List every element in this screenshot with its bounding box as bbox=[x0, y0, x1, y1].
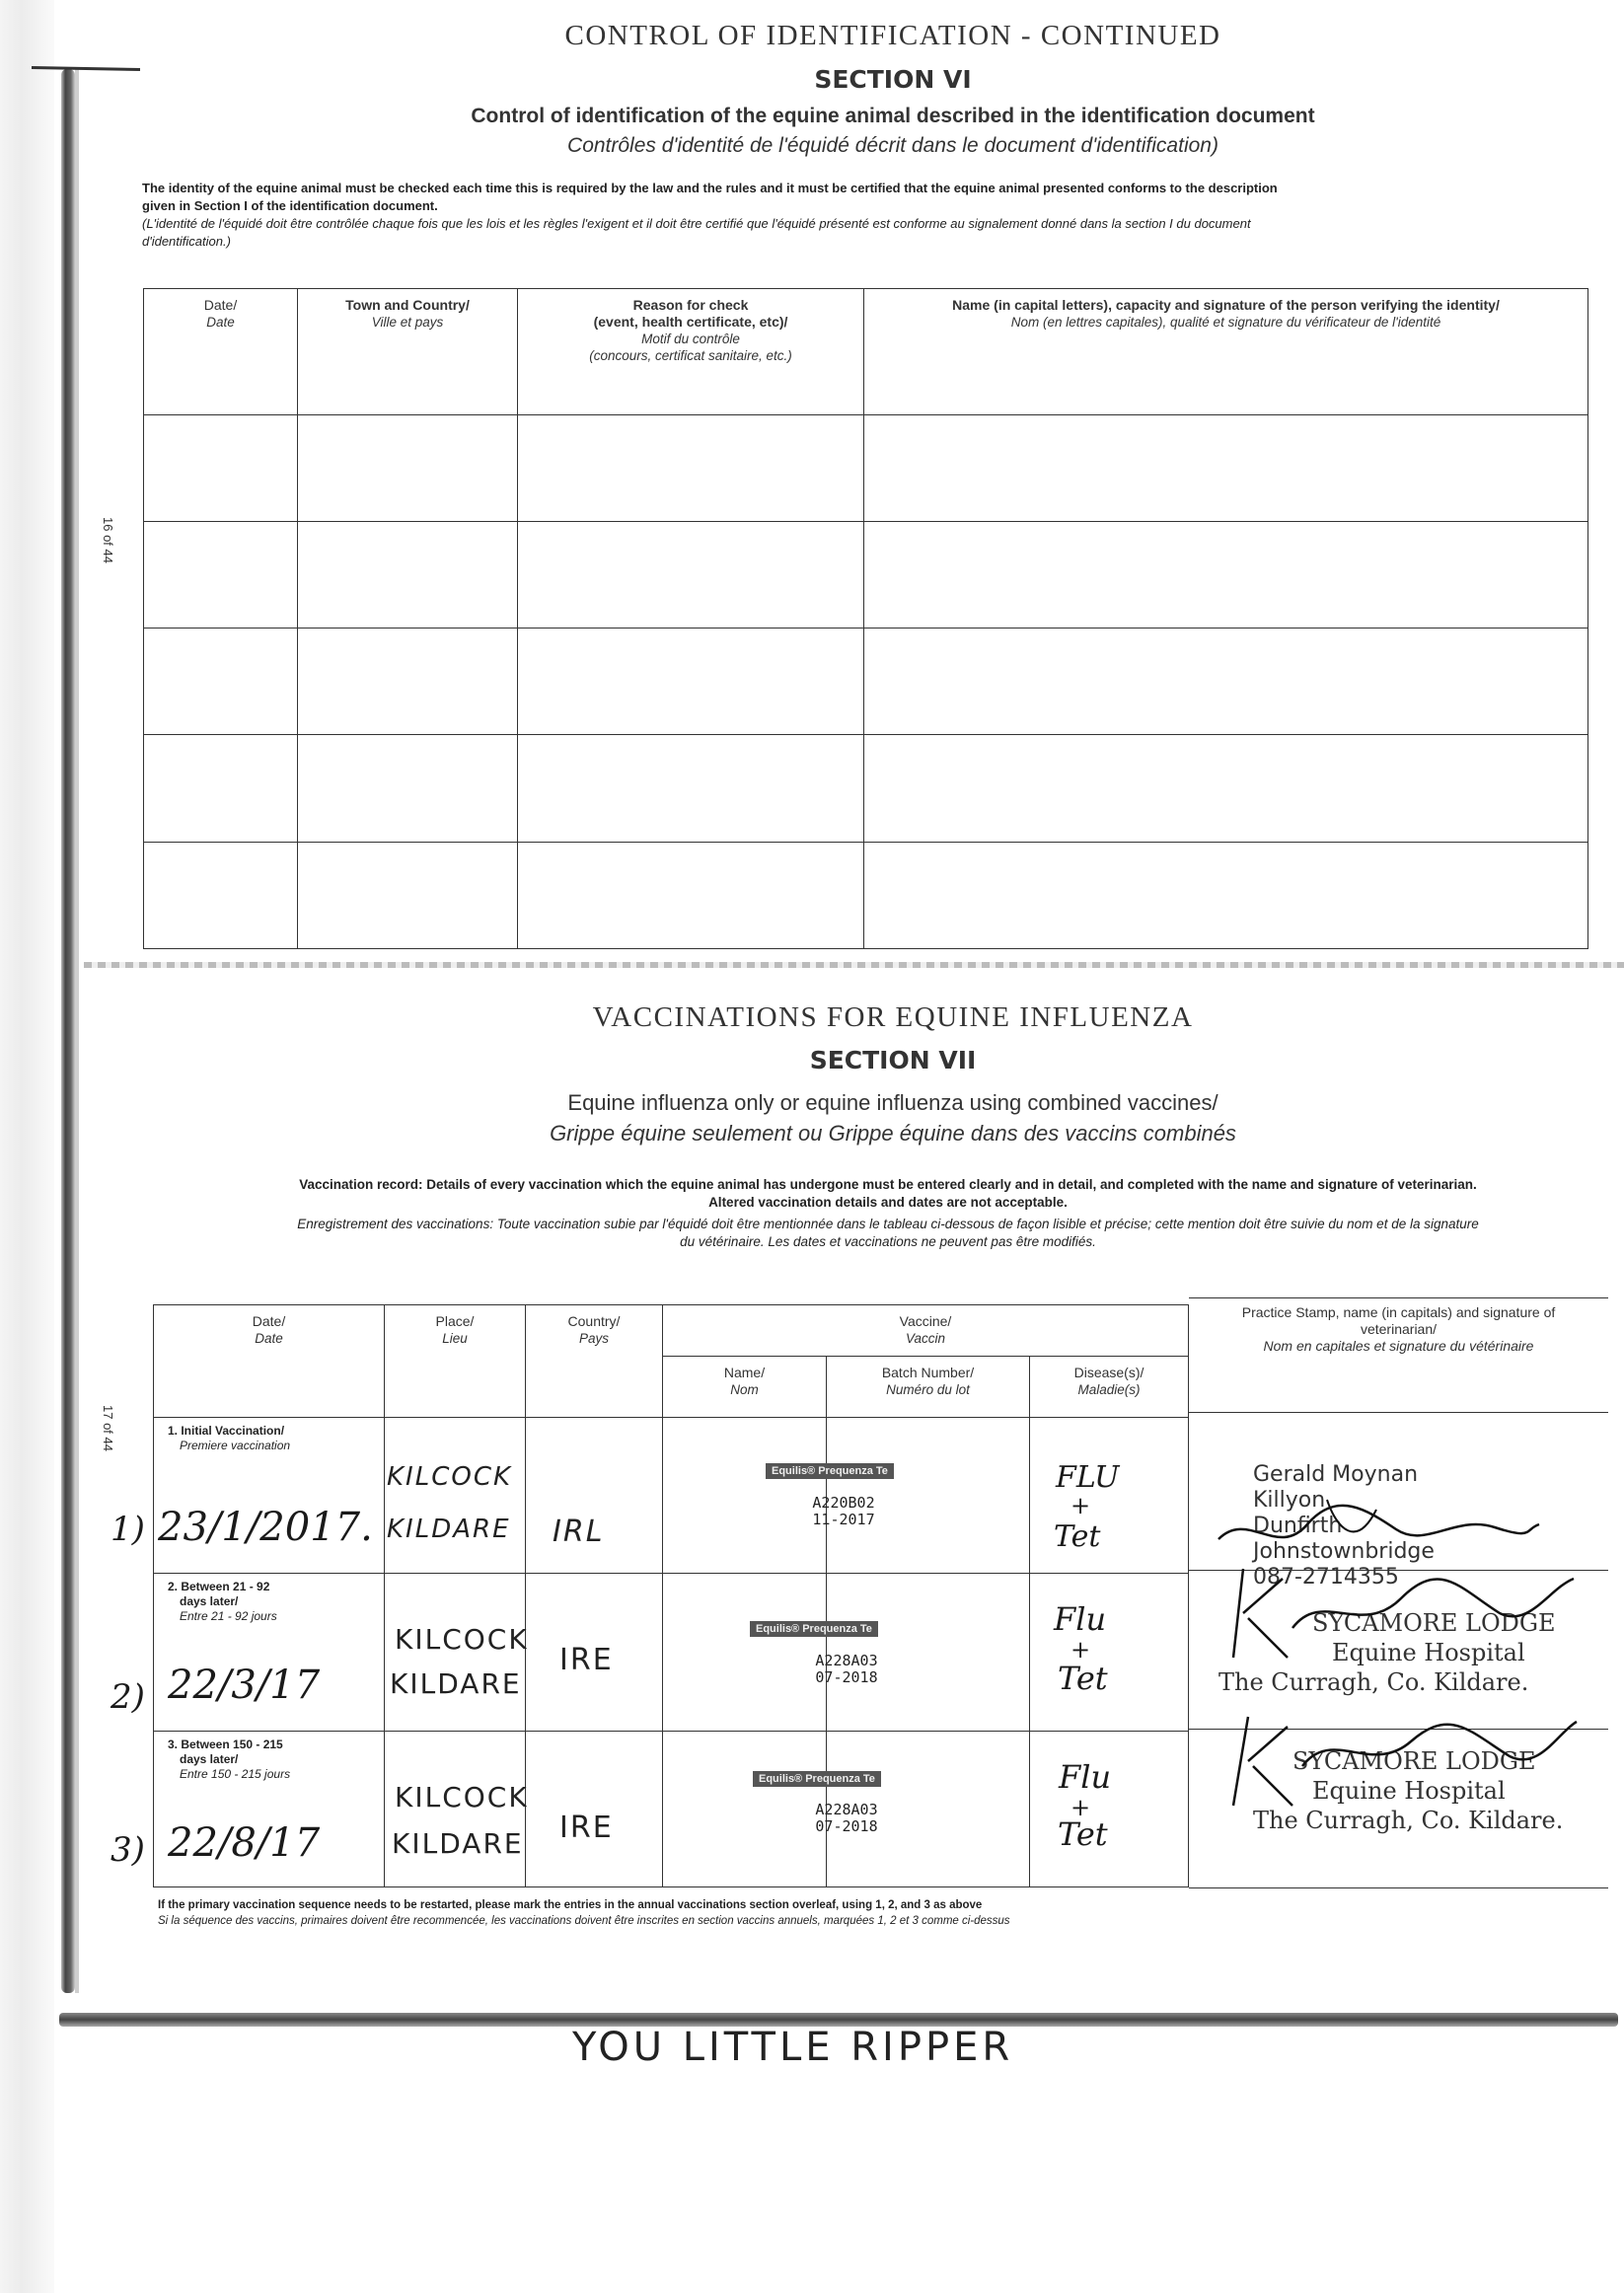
row2-place-1: KILCOCK bbox=[395, 1623, 529, 1656]
section7-record-fr-1: Enregistrement des vaccinations: Toute vaccination subie par l'équidé doit être mentionnée dans le tableau ci-dessous de façon lisible et précise; cette mention doit être suivie du nom et de la signature bbox=[297, 1217, 1479, 1231]
col-date: Date/ Date bbox=[144, 289, 298, 415]
section6-note-fr-1: (L'identité de l'équidé doit être contrôlée chaque fois que les lois et les règles l'exigent et il doit être certifié que l'équidé présenté est conforme au signalement donné dans la section I du document bbox=[142, 216, 1251, 231]
page-fold bbox=[84, 962, 1624, 968]
section6-note-en-2: given in Section I of the identification document. bbox=[142, 198, 438, 213]
practice-stamp-column: Practice Stamp, name (in capitals) and signature of veterinarian/ Nom en capitales et signature du vétérinaire bbox=[1189, 1297, 1608, 1888]
row2-mark: 2) bbox=[111, 1677, 145, 1717]
section7-title-en: Equine influenza only or equine influenza using combined vaccines/ bbox=[567, 1090, 1218, 1115]
row3-batch: A228A03 07-2018 bbox=[815, 1801, 878, 1835]
page-number-lower: 17 of 44 bbox=[101, 1405, 115, 1451]
stamp-header-en: Practice Stamp, name (in capitals) and signature of bbox=[1241, 1304, 1556, 1320]
section6-title-en: Control of identification of the equine animal described in the identification document bbox=[471, 105, 1315, 127]
table-header-row bbox=[144, 289, 1588, 415]
vet-signature-row3 bbox=[1204, 1707, 1579, 1815]
col-name-signature: Name (in capital letters), capacity and signature of the person verifying the identity/ Nom (en lettres capitales), qualité et signature du vérificateur de l'identité bbox=[864, 289, 1588, 415]
table-row bbox=[144, 842, 1588, 948]
table-row: 2. Between 21 - 92 days later/ Entre 21 - 92 jours bbox=[154, 1574, 1189, 1732]
table-row bbox=[144, 414, 1588, 521]
table-row bbox=[144, 629, 1588, 735]
section6-label: SECTION VI bbox=[814, 65, 972, 94]
table-row bbox=[144, 521, 1588, 628]
vac-col-vaccine: Vaccine/ Vaccin bbox=[663, 1305, 1189, 1357]
row1-country: IRL bbox=[553, 1515, 605, 1549]
col-town-country: Town and Country/ Ville et pays bbox=[298, 289, 518, 415]
row3-disease-3: Tet bbox=[1058, 1815, 1108, 1853]
vet-signature-row1 bbox=[1209, 1470, 1544, 1569]
table-row bbox=[144, 735, 1588, 842]
vac-col-disease: Disease(s)/ Maladie(s) bbox=[1030, 1357, 1189, 1418]
row2-disease-1: Flu bbox=[1054, 1600, 1107, 1638]
vac-col-date: Date/ Date bbox=[154, 1305, 385, 1418]
vac-col-batch: Batch Number/ Numéro du lot bbox=[827, 1357, 1030, 1418]
col-reason: Reason for check (event, health certificate, etc)/ Motif du contrôle (concours, certificat sanitaire, etc.) bbox=[518, 289, 864, 415]
section7-record-en-1: Vaccination record: Details of every vaccination which the equine animal has undergone must be entered clearly and in detail, and completed with the name and signature of veterinarian. bbox=[299, 1177, 1477, 1192]
row3-country: IRE bbox=[559, 1811, 614, 1845]
row3-disease-2: + bbox=[1070, 1794, 1091, 1821]
scan-margin bbox=[0, 0, 54, 2293]
vac-col-name: Name/ Nom bbox=[663, 1357, 827, 1418]
row3-vaccine-label: Equilis® Prequenza Te bbox=[753, 1771, 881, 1787]
row2-disease-2: + bbox=[1070, 1636, 1091, 1664]
row1-place-2: KILDARE bbox=[387, 1515, 511, 1544]
row2-vaccine-label: Equilis® Prequenza Te bbox=[750, 1621, 878, 1637]
binder-spine bbox=[61, 69, 75, 1993]
section6-note-fr-2: d'identification.) bbox=[142, 234, 231, 249]
vet-signature-row2 bbox=[1204, 1559, 1579, 1667]
vac-col-place: Place/ Lieu bbox=[385, 1305, 526, 1418]
row1-disease-2: + bbox=[1070, 1492, 1091, 1519]
section7-title-fr: Grippe équine seulement ou Grippe équine dans des vaccins combinés bbox=[550, 1121, 1236, 1146]
section7-record-fr-2: du vétérinaire. Les dates et vaccinations ne peuvent pas être modifiés. bbox=[680, 1234, 1096, 1249]
section7-footer-fr: Si la séquence des vaccins, primaires doivent être recommencée, les vaccinations doivent être inscrites en section vaccins annuels, marquées 1, 2 et 3 comme ci-dessus bbox=[158, 1915, 1010, 1927]
row3-mark: 3) bbox=[111, 1830, 145, 1870]
section7-record-en-2: Altered vaccination details and dates are not acceptable. bbox=[708, 1195, 1068, 1210]
row1-vaccine-label: Equilis® Prequenza Te bbox=[766, 1463, 894, 1479]
row2-batch: A228A03 07-2018 bbox=[815, 1652, 878, 1686]
section6-title-fr: Contrôles d'identité de l'équidé décrit dans le document d'identification) bbox=[567, 134, 1218, 157]
vaccination-table bbox=[153, 1304, 1189, 1887]
vet-stamp-row2: SYCAMORE LODGE Equine Hospital The Curragh, Co. Kildare. bbox=[1218, 1609, 1556, 1696]
table-row: 1. Initial Vaccination/ Premiere vaccination bbox=[154, 1418, 1189, 1574]
row1-date: 23/1/2017. bbox=[158, 1505, 373, 1550]
row3-place-2: KILDARE bbox=[392, 1827, 524, 1860]
vet-stamp-row1: Gerald Moynan Killyon Dunfirth Johnstownbridge 087-2714355 bbox=[1253, 1462, 1435, 1590]
row3-disease-1: Flu bbox=[1059, 1758, 1112, 1796]
section7-banner: VACCINATIONS FOR EQUINE INFLUENZA bbox=[592, 1001, 1194, 1033]
row2-date: 22/3/17 bbox=[168, 1663, 321, 1708]
handwritten-note: YOU LITTLE RIPPER bbox=[572, 2025, 1014, 2070]
row1-mark: 1) bbox=[111, 1510, 145, 1549]
section7-label: SECTION VII bbox=[809, 1046, 977, 1074]
row2-place-2: KILDARE bbox=[390, 1667, 522, 1700]
section6-note-en-1: The identity of the equine animal must be checked each time this is required by the law and the rules and it must be certified that the equine animal presented conforms to the description bbox=[142, 181, 1278, 195]
row2-disease-3: Tet bbox=[1058, 1660, 1108, 1697]
row3-place-1: KILCOCK bbox=[395, 1781, 529, 1813]
section7-footer-en: If the primary vaccination sequence needs to be restarted, please mark the entries in the annual vaccinations section overleaf, using 1, 2, and 3 as above bbox=[158, 1899, 983, 1911]
section6-banner: CONTROL OF IDENTIFICATION - CONTINUED bbox=[564, 20, 1221, 51]
vet-stamp-row3: SYCAMORE LODGE Equine Hospital The Curragh, Co. Kildare. bbox=[1253, 1747, 1564, 1834]
row2-label: 2. Between 21 - 92 bbox=[168, 1580, 270, 1593]
binder-shadow bbox=[75, 69, 79, 1993]
row3-label: 3. Between 150 - 215 bbox=[168, 1738, 283, 1751]
row1-label: 1. Initial Vaccination/ bbox=[168, 1424, 285, 1438]
identification-check-table bbox=[143, 288, 1588, 949]
table-row: 3. Between 150 - 215 days later/ Entre 150 - 215 jours bbox=[154, 1732, 1189, 1887]
row1-disease-3: Tet bbox=[1054, 1519, 1101, 1554]
row2-country: IRE bbox=[559, 1643, 614, 1677]
row1-place-1: KILCOCK bbox=[387, 1462, 513, 1492]
row3-date: 22/8/17 bbox=[168, 1820, 321, 1866]
row1-disease-1: FLU bbox=[1056, 1460, 1120, 1495]
vac-col-country: Country/ Pays bbox=[526, 1305, 663, 1418]
page-number-upper: 16 of 44 bbox=[101, 517, 115, 563]
row1-batch: A220B02 11-2017 bbox=[812, 1494, 875, 1528]
